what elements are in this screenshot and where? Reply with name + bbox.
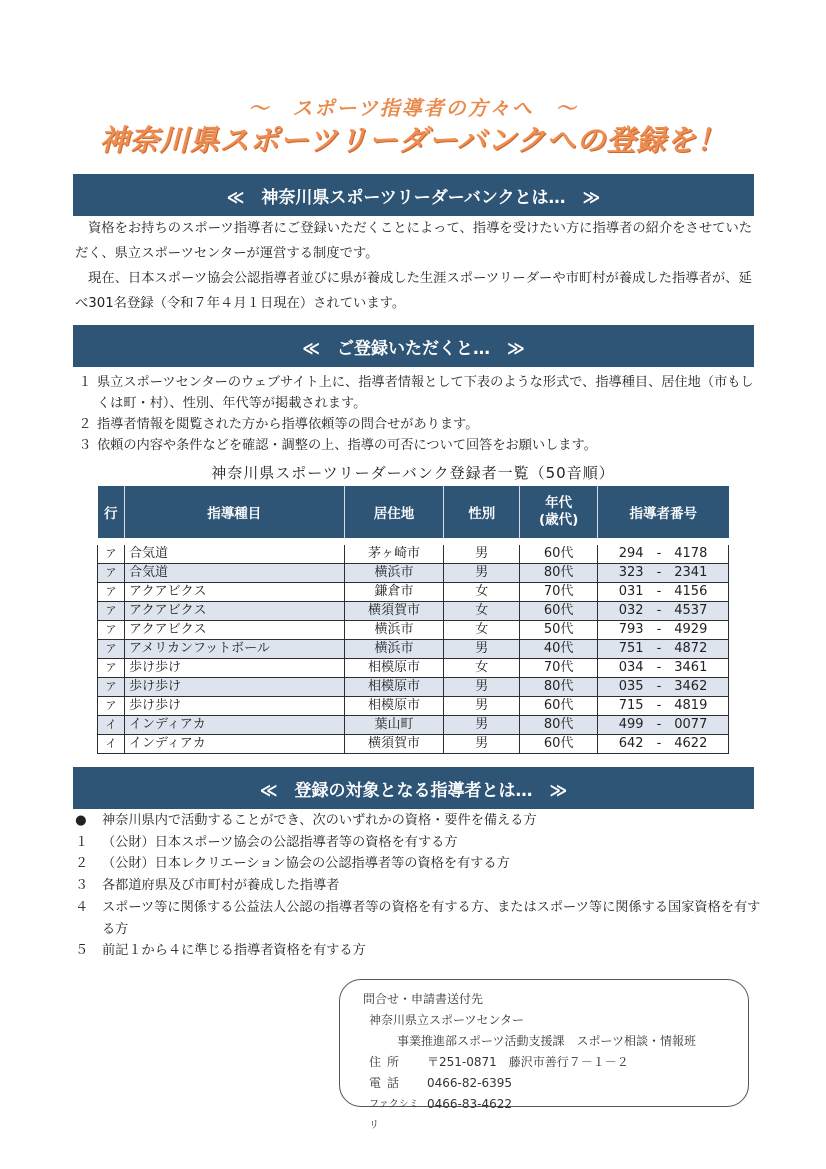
about-text: [75, 216, 755, 316]
contact-info: [363, 989, 696, 1136]
column-header: 指導種目: [124, 486, 344, 538]
tel-value: 0466-82-6395: [427, 1076, 513, 1090]
row-group: ア: [98, 659, 125, 678]
section-heading-about: ≪ 神奈川県スポーツリーダーバンクとは… ≫: [73, 174, 754, 216]
residence-cell: 横浜市: [344, 621, 444, 640]
list-text: 指導者情報を閲覧された方から指導依頼等の問合せがあります。: [97, 417, 479, 432]
age-cell: 40代: [520, 640, 598, 659]
gender-cell: 男: [444, 716, 520, 735]
gender-cell: 女: [444, 602, 520, 621]
list-item: [75, 853, 765, 875]
leader-number-cell: 035 - 3462: [598, 678, 729, 697]
table-row: [98, 621, 729, 640]
address-value: 〒251-0871 藤沢市善行７－１－２: [427, 1055, 629, 1069]
table-row: [98, 640, 729, 659]
table-row: [98, 602, 729, 621]
sport-cell: 歩け歩け: [124, 678, 344, 697]
list-text: 神奈川県内で活動することができ、次のいずれかの資格・要件を備える方: [102, 813, 537, 828]
list-item: [75, 810, 765, 832]
residence-cell: 横浜市: [344, 564, 444, 583]
leader-number-cell: 642 - 4622: [598, 735, 729, 754]
gender-cell: 女: [444, 583, 520, 602]
row-group: ア: [98, 678, 125, 697]
fax-label: ファクシミリ: [369, 1099, 419, 1131]
table-row: [98, 583, 729, 602]
table-row: [98, 697, 729, 716]
eligibility-list: [75, 810, 765, 962]
list-text: スポーツ等に関係する公益法人公認の指導者等の資格を有する方、またはスポーツ等に関係する国家資格を有する方: [102, 899, 761, 937]
sport-cell: インディアカ: [124, 735, 344, 754]
residence-cell: 相模原市: [344, 697, 444, 716]
age-cell: 80代: [520, 678, 598, 697]
column-header: 居住地: [344, 486, 444, 538]
age-cell: 60代: [520, 602, 598, 621]
sport-cell: 歩け歩け: [124, 659, 344, 678]
list-number: １: [75, 834, 89, 850]
page-subtitle: ～ スポーツ指導者の方々へ ～: [248, 96, 578, 120]
row-group: イ: [98, 716, 125, 735]
section-heading-benefits: ≪ ご登録いただくと… ≫: [73, 325, 754, 367]
residence-cell: 鎌倉市: [344, 583, 444, 602]
list-item: [73, 414, 763, 435]
list-item: [75, 940, 765, 962]
residence-cell: 相模原市: [344, 659, 444, 678]
gender-cell: 男: [444, 564, 520, 583]
leader-number-cell: 499 - 0077: [598, 716, 729, 735]
residence-cell: 横須賀市: [344, 735, 444, 754]
list-number: ３: [78, 438, 92, 453]
table-row: [98, 545, 729, 564]
residence-cell: 相模原市: [344, 678, 444, 697]
list-number: ３: [75, 878, 89, 894]
gender-cell: 男: [444, 697, 520, 716]
row-group: ア: [98, 564, 125, 583]
list-number: ２: [75, 856, 89, 872]
leader-number-cell: 032 - 4537: [598, 602, 729, 621]
list-text: （公財）日本スポーツ協会の公認指導者等の資格を有する方: [102, 834, 458, 850]
table-row: [98, 735, 729, 754]
contact-fax-row: [363, 1094, 696, 1136]
gender-cell: 男: [444, 678, 520, 697]
gender-cell: 女: [444, 659, 520, 678]
row-group: ア: [98, 583, 125, 602]
leader-number-cell: 323 - 2341: [598, 564, 729, 583]
column-header: 指導者番号: [598, 486, 729, 538]
table-row: [98, 659, 729, 678]
benefits-list: [73, 372, 763, 456]
gender-cell: 男: [444, 735, 520, 754]
about-paragraph: 現在、日本スポーツ協会公認指導者並びに県が養成した生涯スポーツリーダーや市町村が養成した指導者が、延べ301名登録（令和７年４月１日現在）されています。: [75, 271, 752, 311]
leader-number-cell: 294 - 4178: [598, 545, 729, 564]
column-header: 年代 (歳代): [520, 486, 598, 538]
list-text: 前記１から４に準じる指導者資格を有する方: [102, 943, 366, 959]
age-cell: 80代: [520, 564, 598, 583]
age-cell: 70代: [520, 659, 598, 678]
gender-cell: 男: [444, 545, 520, 564]
residence-cell: 葉山町: [344, 716, 444, 735]
row-group: ア: [98, 545, 125, 564]
contact-dept: 事業推進部スポーツ活動支援課 スポーツ相談・情報班: [397, 1034, 697, 1048]
leader-number-cell: 751 - 4872: [598, 640, 729, 659]
list-item: [75, 832, 765, 854]
age-cell: 80代: [520, 716, 598, 735]
row-group: ア: [98, 697, 125, 716]
residence-cell: 横浜市: [344, 640, 444, 659]
list-number: １: [78, 375, 92, 390]
age-cell: 60代: [520, 735, 598, 754]
leader-number-cell: 793 - 4929: [598, 621, 729, 640]
sport-cell: 合気道: [124, 545, 344, 564]
list-bullet: ●: [75, 813, 87, 828]
leader-number-cell: 034 - 3461: [598, 659, 729, 678]
list-number: ５: [75, 943, 89, 959]
table-row: [98, 564, 729, 583]
age-cell: 50代: [520, 621, 598, 640]
table-spacer: [98, 538, 729, 545]
sport-cell: アクアビクス: [124, 602, 344, 621]
leader-table: [97, 486, 729, 754]
sport-cell: インディアカ: [124, 716, 344, 735]
column-header: 行: [98, 486, 125, 538]
leader-number-cell: 715 - 4819: [598, 697, 729, 716]
sport-cell: 合気道: [124, 564, 344, 583]
sport-cell: アクアビクス: [124, 621, 344, 640]
leader-number-cell: 031 - 4156: [598, 583, 729, 602]
residence-cell: 茅ヶ崎市: [344, 545, 444, 564]
table-caption: 神奈川県スポーツリーダーバンク登録者一覧（50音順）: [211, 464, 615, 482]
contact-title: 問合せ・申請書送付先: [363, 992, 484, 1006]
address-label: 住所: [369, 1055, 406, 1069]
contact-org: 神奈川県立スポーツセンター: [369, 1013, 525, 1027]
age-cell: 60代: [520, 545, 598, 564]
fax-value: 0466-83-4622: [427, 1097, 513, 1111]
gender-cell: 男: [444, 640, 520, 659]
table-row: [98, 678, 729, 697]
contact-tel-row: [363, 1073, 696, 1094]
row-group: ア: [98, 640, 125, 659]
list-number: ４: [75, 899, 89, 915]
list-text: 依頼の内容や条件などを確認・調整の上、指導の可否について回答をお願いします。: [97, 438, 597, 453]
list-text: 県立スポーツセンターのウェブサイト上に、指導者情報として下表のような形式で、指導種目、居住地（市もしくは町・村）、性別、年代等が掲載されます。: [97, 375, 754, 411]
contact-address-row: [363, 1052, 696, 1073]
age-cell: 60代: [520, 697, 598, 716]
sport-cell: アメリカンフットボール: [124, 640, 344, 659]
list-item: [73, 435, 763, 456]
row-group: イ: [98, 735, 125, 754]
column-header: 性別: [444, 486, 520, 538]
page-title: 神奈川県スポーツリーダーバンクへの登録を！: [99, 123, 727, 157]
sport-cell: アクアビクス: [124, 583, 344, 602]
list-text: （公財）日本レクリエーション協会の公認指導者等の資格を有する方: [102, 856, 510, 872]
gender-cell: 女: [444, 621, 520, 640]
list-text: 各都道府県及び市町村が養成した指導者: [102, 878, 340, 894]
sport-cell: 歩け歩け: [124, 697, 344, 716]
about-paragraph: 資格をお持ちのスポーツ指導者にご登録いただくことによって、指導を受けたい方に指導者の紹介をさせていただく、県立スポーツセンターが運営する制度です。: [75, 221, 753, 261]
list-item: [73, 372, 763, 414]
table-spacer-cell: [98, 538, 729, 545]
row-group: ア: [98, 602, 125, 621]
tel-label: 電話: [369, 1076, 406, 1090]
list-item: [75, 875, 765, 897]
row-group: ア: [98, 621, 125, 640]
table-header-row: [98, 486, 729, 538]
age-cell: 70代: [520, 583, 598, 602]
list-number: ２: [78, 417, 92, 432]
list-item: [75, 897, 765, 940]
residence-cell: 横須賀市: [344, 602, 444, 621]
table-row: [98, 716, 729, 735]
section-heading-eligibility: ≪ 登録の対象となる指導者とは… ≫: [73, 767, 754, 809]
